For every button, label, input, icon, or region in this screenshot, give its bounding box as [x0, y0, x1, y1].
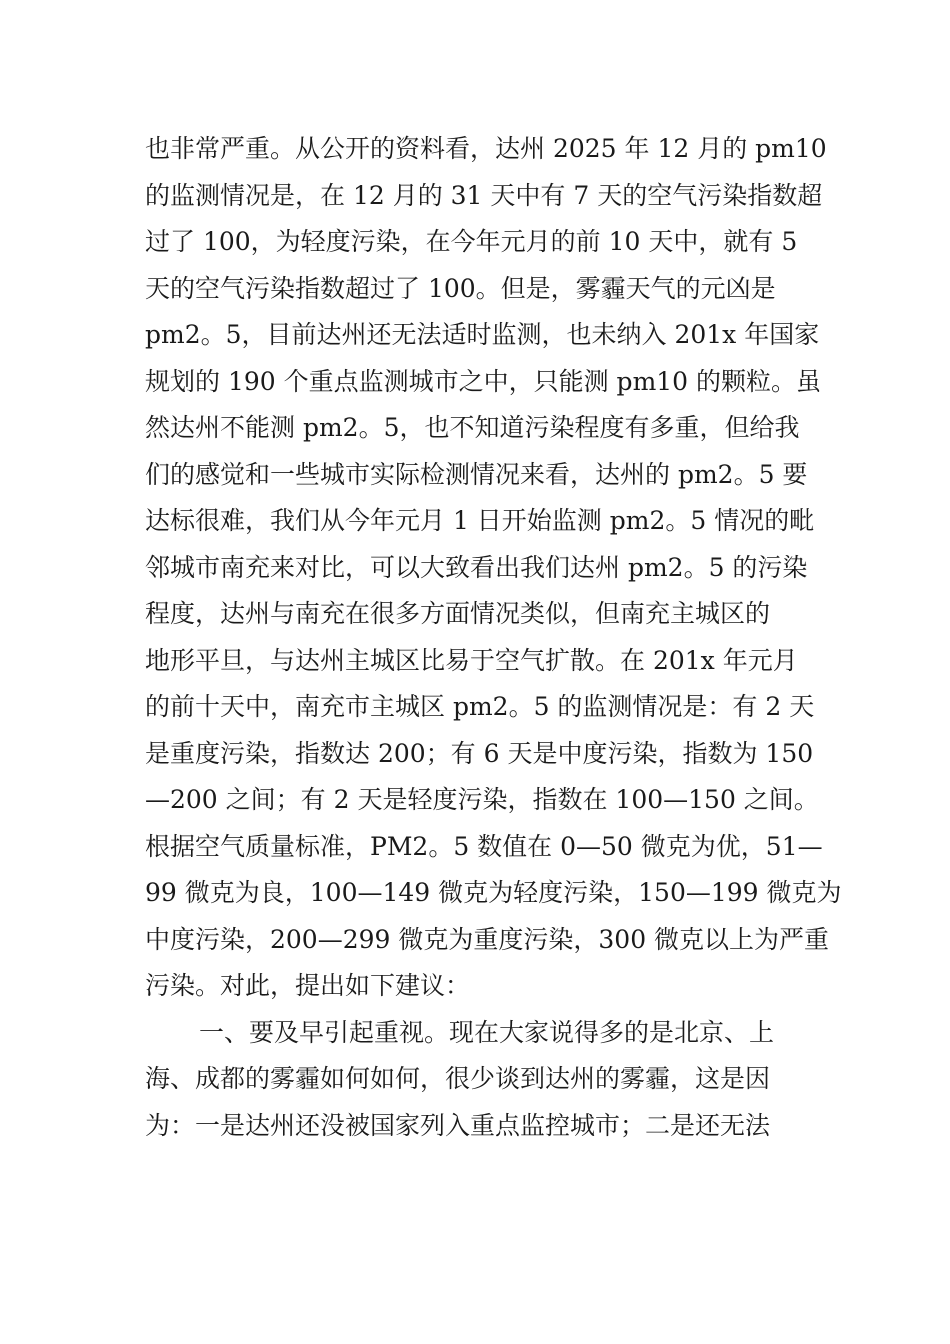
text-line: 的监测情况是，在 12 月的 31 天中有 7 天的空气污染指数超 — [145, 180, 823, 210]
text-line: 污染。对此，提出如下建议： — [145, 971, 471, 1000]
text-line: 达标很难，我们从今年元月 1 日开始监测 pm2。5 情况的毗 — [145, 506, 815, 535]
text-line: 99 微克为良，100—149 微克为轻度污染，150—199 微克为 — [145, 878, 842, 907]
text-line: 地形平旦，与达州主城区比易于空气扩散。在 201x 年元月 — [145, 645, 798, 675]
text-line: —200 之间；有 2 天是轻度污染，指数在 100—150 之间。 — [145, 785, 819, 814]
text-line: pm2。5，目前达州还无法适时监测，也未纳入 201x 年国家 — [145, 320, 820, 349]
text-line: 的前十天中，南充市主城区 pm2。5 的监测情况是：有 2 天 — [145, 692, 815, 721]
text-line: 们的感觉和一些城市实际检测情况来看，达州的 pm2。5 要 — [145, 459, 808, 489]
text-line: 中度污染，200—299 微克为重度污染，300 微克以上为严重 — [145, 924, 830, 954]
text-line: 是重度污染，指数达 200；有 6 天是中度污染，指数为 150 — [145, 738, 814, 768]
text-line: 邻城市南充来对比，可以大致看出我们达州 pm2。5 的污染 — [145, 552, 808, 582]
body-text — [145, 126, 842, 1149]
text-line: 过了 100，为轻度污染，在今年元月的前 10 天中，就有 5 — [145, 227, 798, 256]
text-line: 海、成都的雾霾如何如何，很少谈到达州的雾霾，这是因 — [145, 1064, 771, 1093]
text-line: 程度，达州与南充在很多方面情况类似，但南充主城区的 — [145, 599, 771, 628]
text-line: 规划的 190 个重点监测城市之中，只能测 pm10 的颗粒。虽 — [145, 366, 822, 396]
text-line: 根据空气质量标准，PM2。5 数值在 0—50 微克为优，51— — [145, 831, 823, 861]
text-line: 然达州不能测 pm2。5，也不知道污染程度有多重，但给我 — [145, 413, 800, 442]
text-line: 也非常严重。从公开的资料看，达州 2025 年 12 月的 pm10 — [145, 134, 827, 163]
text-line: 为：一是达州还没被国家列入重点监控城市；二是还无法 — [145, 1110, 771, 1140]
paragraph-start-line: 一、要及早引起重视。现在大家说得多的是北京、上 — [199, 1017, 775, 1047]
text-line: 天的空气污染指数超过了 100。但是，雾霾天气的元凶是 — [145, 273, 776, 303]
